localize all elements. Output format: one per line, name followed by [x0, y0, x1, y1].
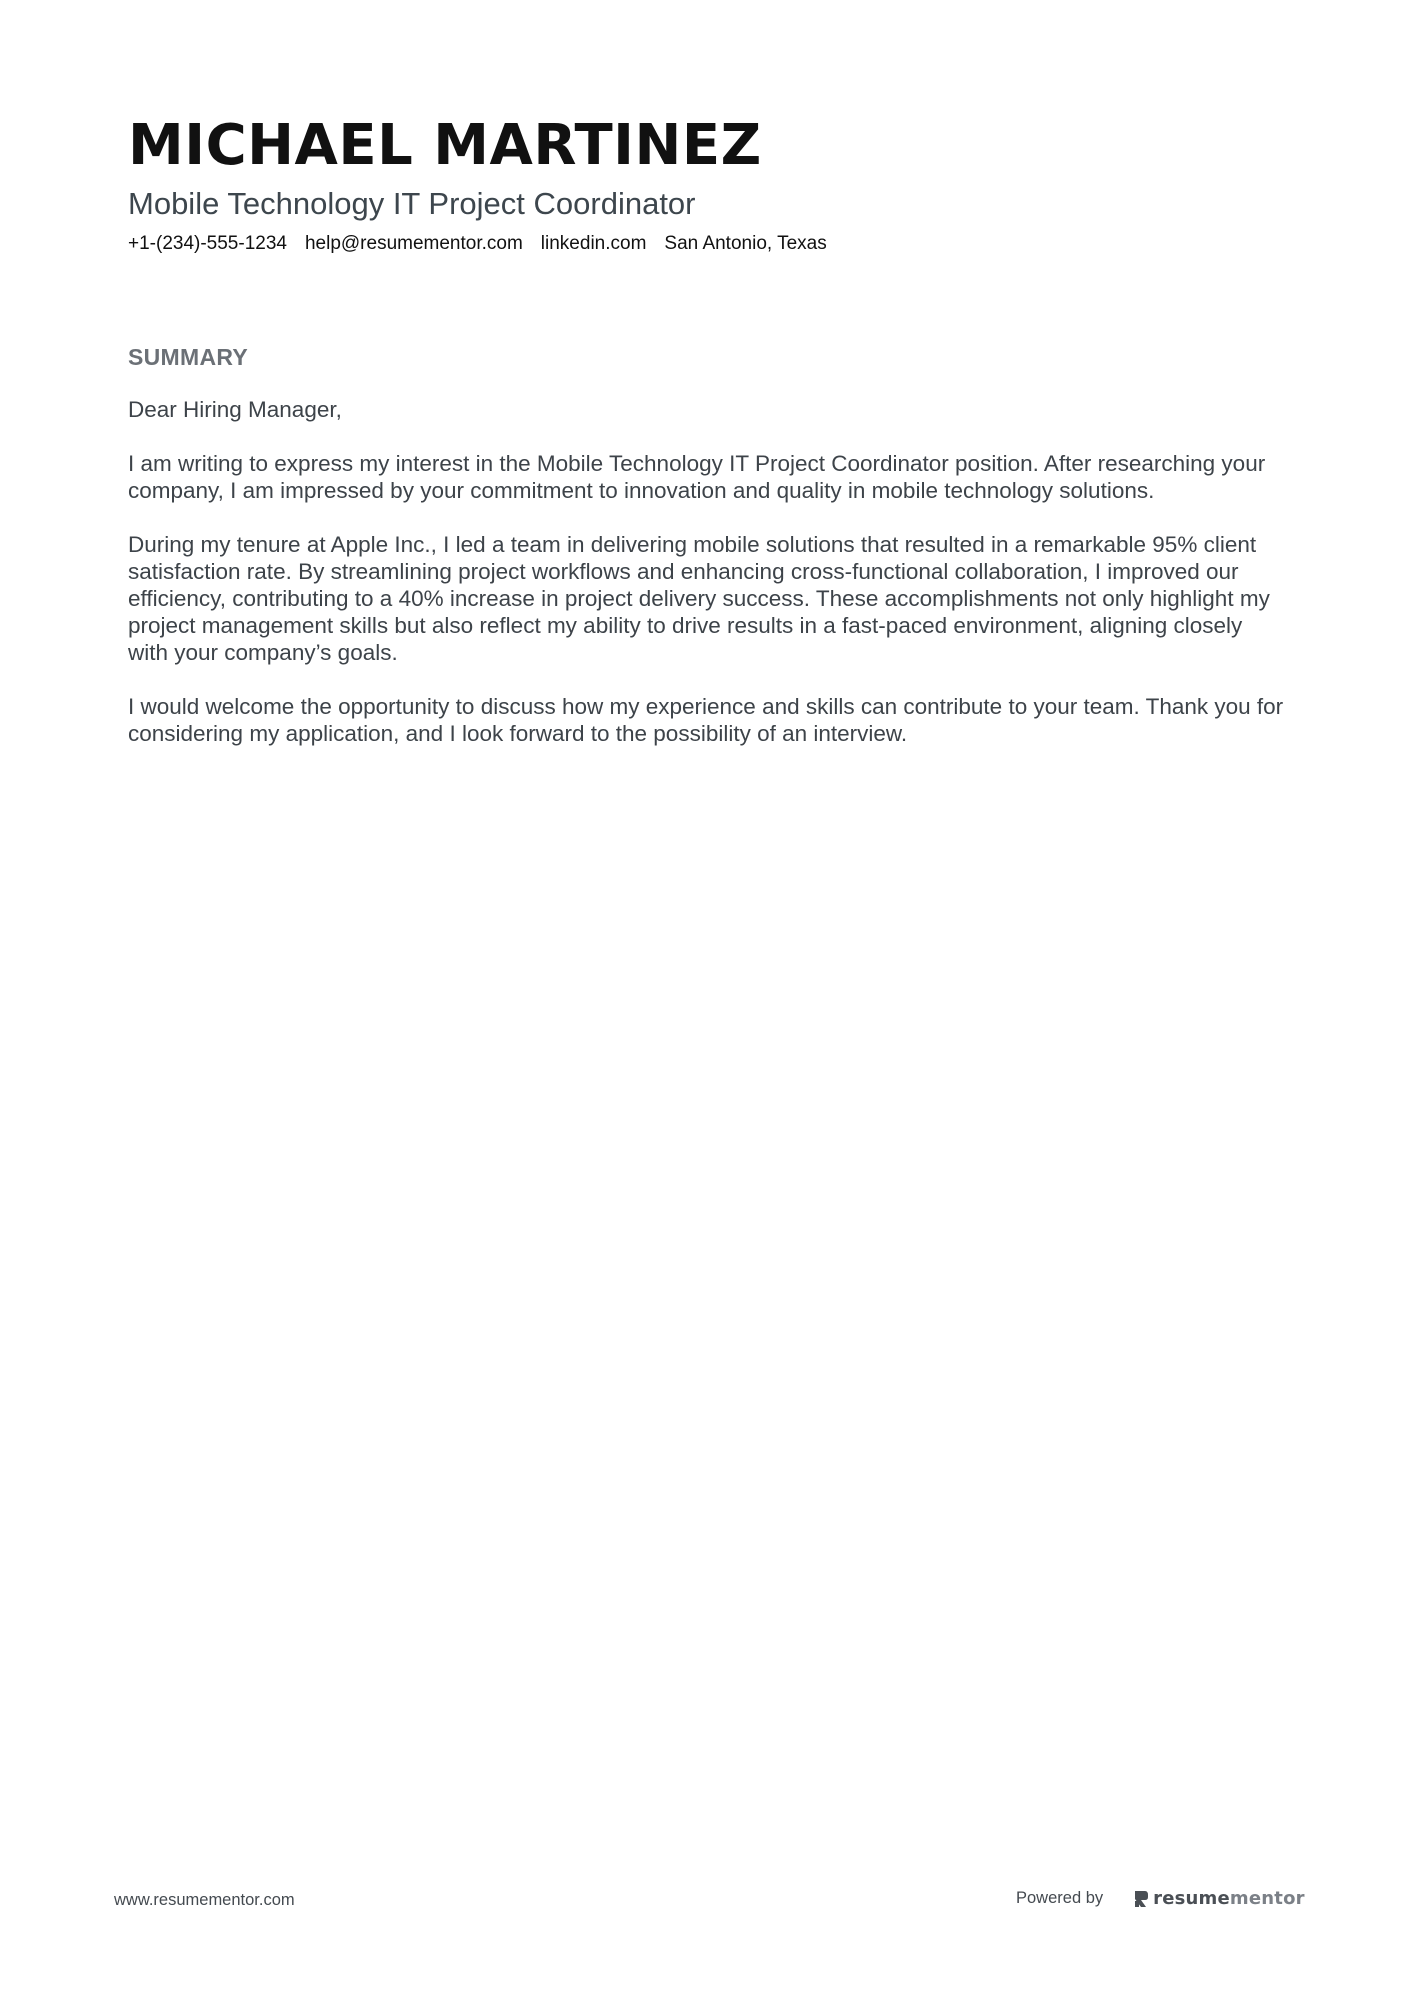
- resumementor-logo-icon: [1133, 1889, 1149, 1909]
- brand-name-part2: mentor: [1229, 1888, 1305, 1909]
- candidate-name: MICHAEL MARTINEZ: [128, 113, 762, 178]
- contact-info: [128, 232, 1278, 256]
- summary-section: [128, 342, 1288, 774]
- footer-website-link[interactable]: www.resumementor.com: [114, 1891, 295, 1909]
- contact-phone: +1-(234)-555-1234: [128, 233, 287, 254]
- header: [128, 112, 1278, 256]
- letter-paragraph: I would welcome the opportunity to discuss how my experience and skills can contribute to your team. Thank you for considering my application, and I look forward to the possibility of an interview.: [128, 694, 1284, 746]
- letter-body: [128, 396, 1288, 747]
- contact-location: San Antonio, Texas: [664, 233, 827, 254]
- section-heading-summary: SUMMARY: [128, 344, 249, 370]
- brand-name-part1: resume: [1153, 1888, 1230, 1909]
- contact-email[interactable]: help@resumementor.com: [304, 233, 523, 254]
- powered-by: [1016, 1888, 1305, 1909]
- salutation: Dear Hiring Manager,: [128, 397, 342, 422]
- powered-by-label: Powered by: [1016, 1889, 1104, 1907]
- letter-paragraph: During my tenure at Apple Inc., I led a team in delivering mobile solutions that resulted in a remarkable 95% client satisfaction rate. By streamlining project workflows and enhancing cross-functional collaboration, I improved our efficiency, contributing to a 40% increase in project delivery success. These accomplishments not only highlight my project management skills but also reflect my ability to drive results in a fast-paced environment, aligning closely with your company’s goals.: [128, 532, 1270, 665]
- letter-paragraph: I am writing to express my interest in the Mobile Technology IT Project Coordinator position. After researching your company, I am impressed by your commitment to innovation and quality in mobile technology solutions.: [128, 451, 1266, 503]
- contact-linkedin[interactable]: linkedin.com: [540, 233, 647, 254]
- job-title: Mobile Technology IT Project Coordinator: [128, 186, 696, 221]
- brand-logo[interactable]: [1133, 1888, 1305, 1909]
